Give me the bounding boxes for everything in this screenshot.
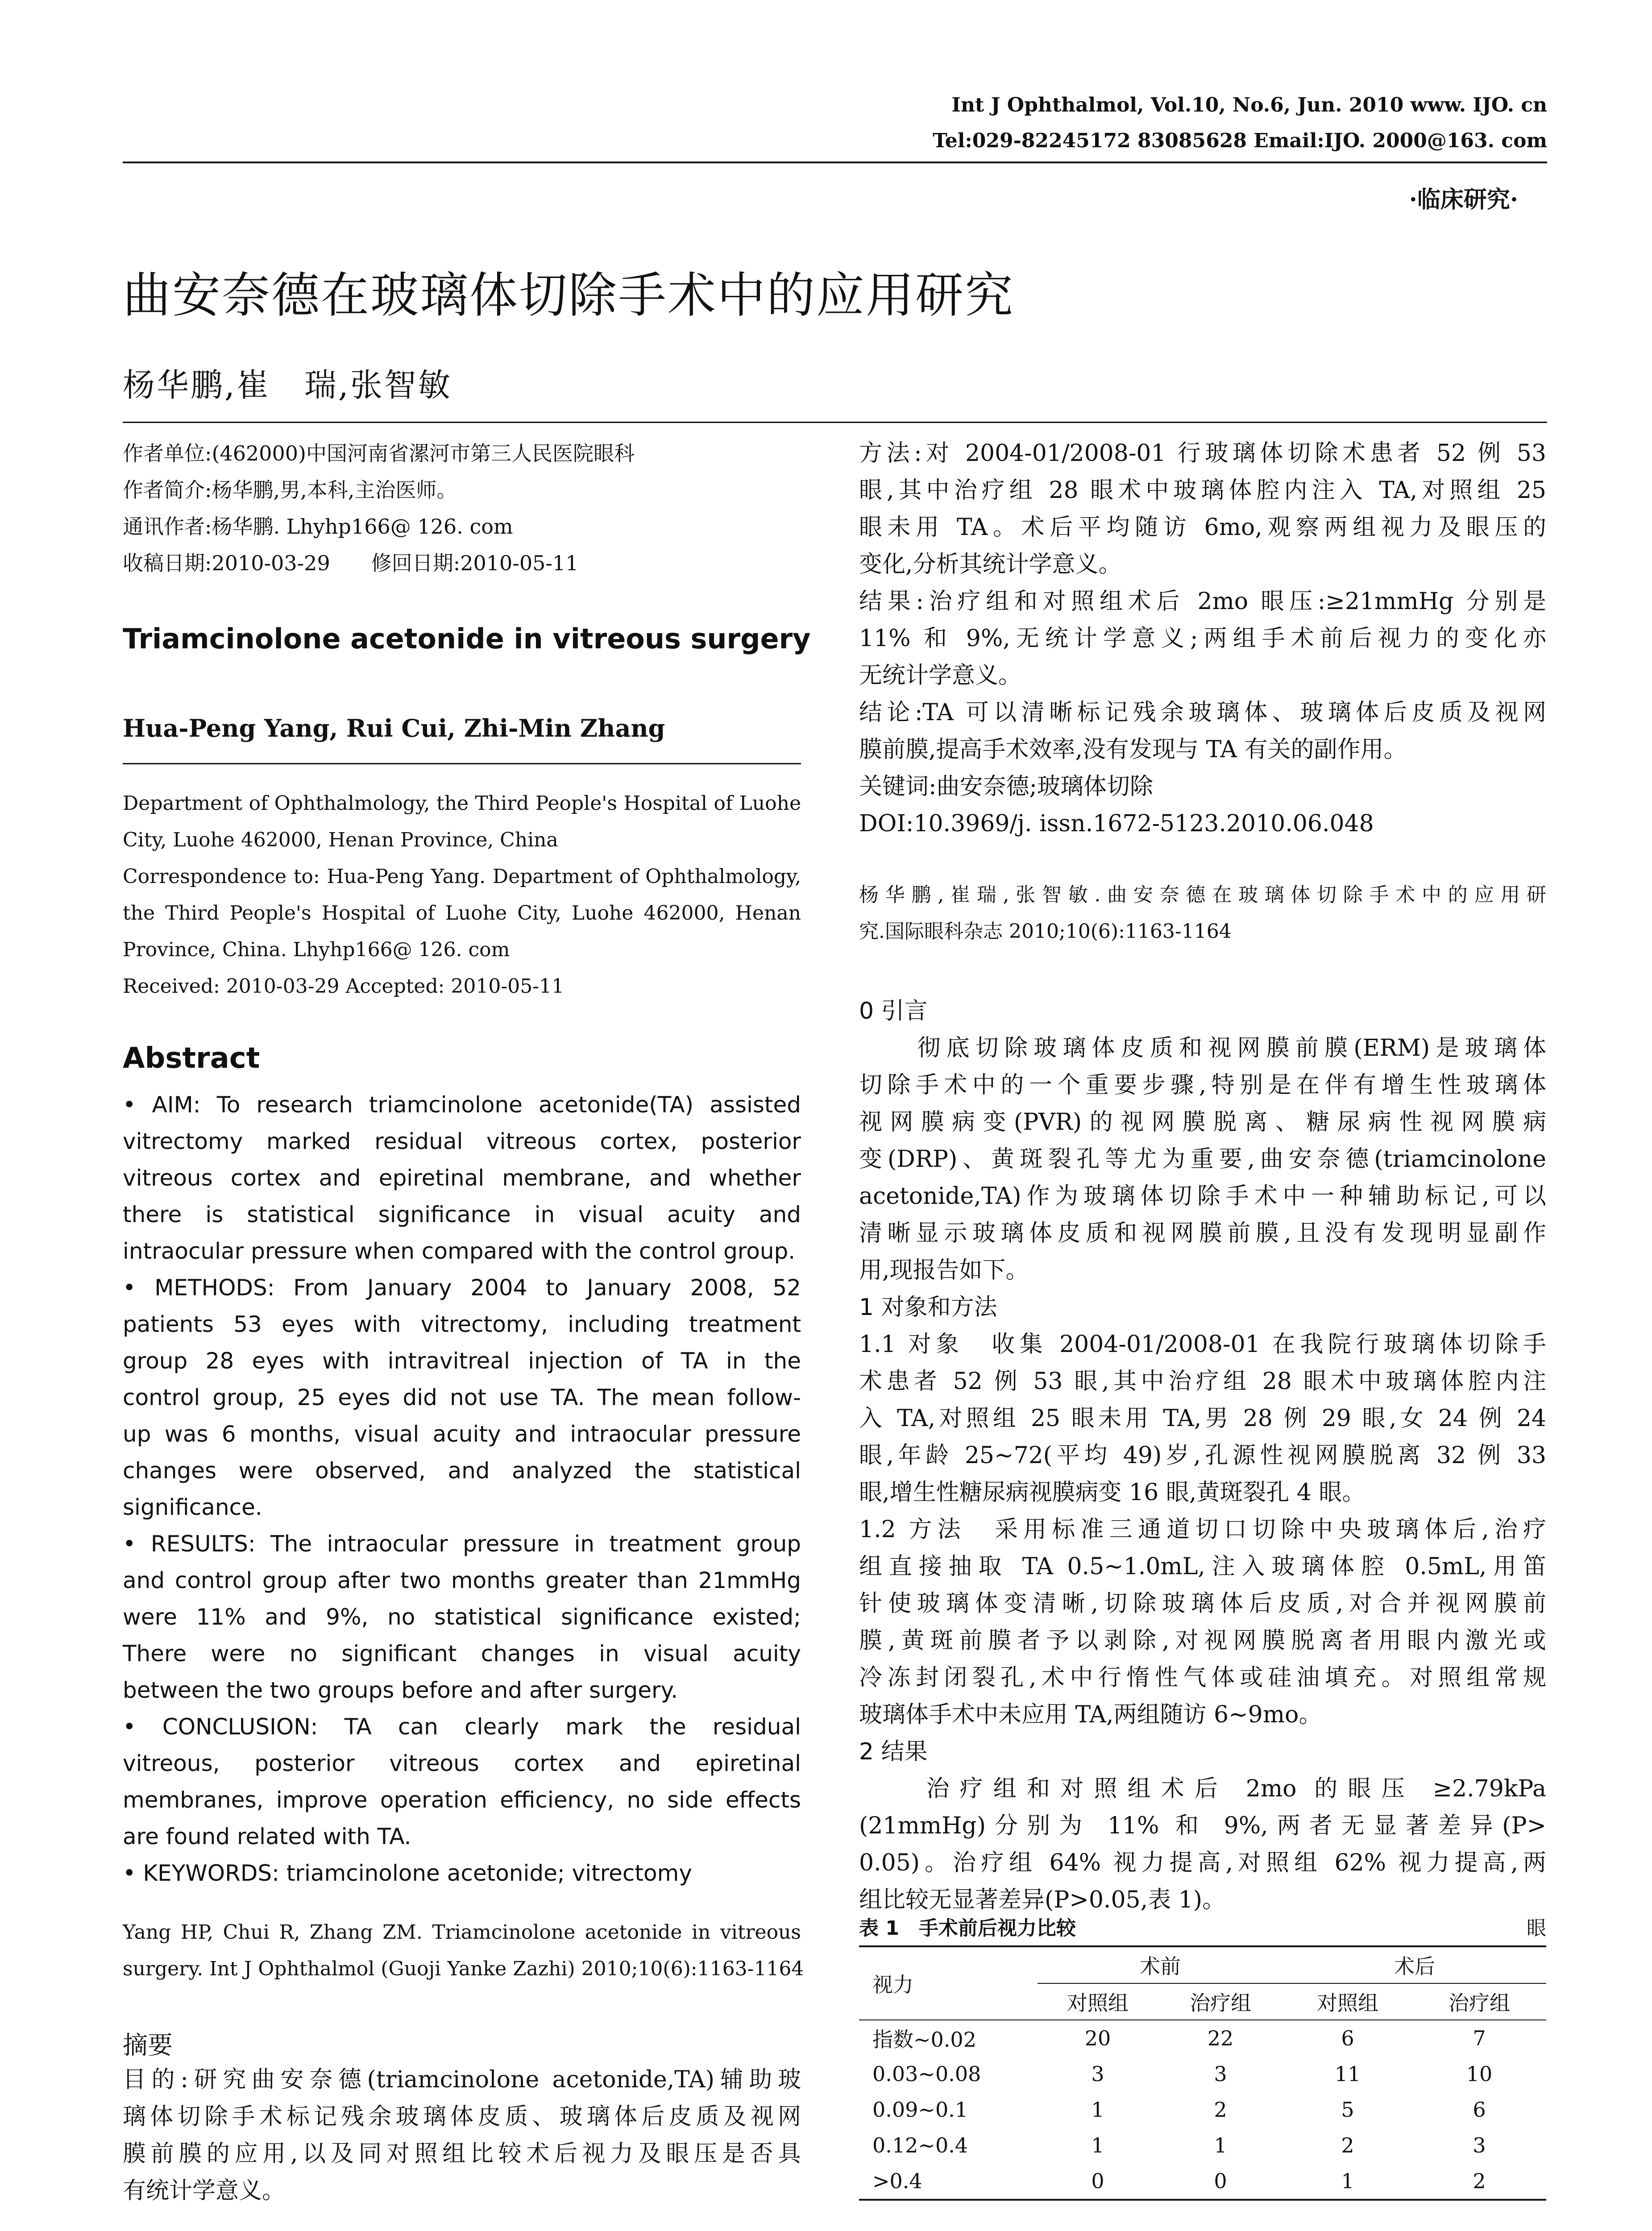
received-accepted-line: Received: 2010-03-29 Accepted: 2010-05-11 (123, 975, 565, 998)
body-line: 玻璃体手术中未应用 TA,两组随访 6~9mo。 (859, 1701, 1322, 1728)
abstract-line: There were no significant changes in visual acuity (123, 1641, 801, 1667)
abstract-line: significance. (123, 1494, 262, 1520)
abstract-line: control group, 25 eyes did not use TA. The mean follow- (123, 1385, 801, 1410)
table-cell: 1 (1283, 2163, 1412, 2200)
zhaiyao-line: 11% 和 9%,无统计学意义;两组手术前后视力的变化亦 (859, 625, 1546, 652)
body-line: 用,现报告如下。 (859, 1257, 1029, 1284)
table-cell: 22 (1207, 2026, 1234, 2050)
body-line: 针使玻璃体变清晰,切除玻璃体后皮质,对合并视网膜前 (859, 1590, 1546, 1617)
body-line: 眼,增生性糖尿病视膜病变 16 眼,黄斑裂孔 4 眼。 (859, 1479, 1366, 1506)
citation-line: Yang HP, Chui R, Zhang ZM. Triamcinolone acetonide in vitreous (123, 1921, 801, 1944)
table-row-label: >0.4 (859, 2163, 1038, 2200)
journal-header-line-1: Int J Ophthalmol, Vol.10, No.6, Jun. 2010 www. IJO. cn (951, 94, 1547, 116)
zhaiyao-line: 结论:TA 可以清晰标记残余玻璃体、玻璃体后皮质及视网 (859, 699, 1546, 726)
table-row-label: 0.09~0.1 (872, 2098, 968, 2122)
authors-en-rule (123, 763, 801, 764)
abstract-line: were 11% and 9%, no statistical significance existed; (123, 1604, 801, 1630)
article-title-en: Triamcinolone acetonide in vitreous surgery (123, 622, 811, 655)
table-cell: 3 (1214, 2062, 1227, 2086)
table-row (859, 2020, 1546, 2056)
dates-line: 收稿日期:2010-03-29 修回日期:2010-05-11 (123, 551, 579, 575)
table-row (859, 2092, 1546, 2127)
abstract-line: • KEYWORDS: triamcinolone acetonide; vitrectomy (123, 1860, 692, 1886)
body-line: (21mmHg)分别为 11% 和 9%,两者无显著差异(P> (859, 1812, 1546, 1839)
zhaiyao-line: 膜前膜的应用,以及同对照组比较术后视力及眼压是否具 (123, 2140, 801, 2167)
abstract-line: • METHODS: From January 2004 to January 2008, 52 (123, 1275, 801, 1301)
table-caption (859, 1912, 1546, 1941)
journal-header-line-2: Tel:029-82245172 83085628 Email:IJO. 2000@163. com (933, 129, 1547, 152)
table-row (859, 2056, 1546, 2092)
abstract-line: • CONCLUSION: TA can clearly mark the residual (123, 1714, 801, 1740)
body-line: 变(DRP)、黄斑裂孔等尤为重要,曲安奈德(triamcinolone (859, 1146, 1546, 1173)
body-line: 膜,黄斑前膜者予以剥除,对视网膜脱离者用眼内激光或 (859, 1627, 1546, 1654)
table-caption-text: 表 1 手术前后视力比较 (859, 1917, 1076, 1940)
abstract-body (123, 1086, 801, 1891)
zhaiyao-line: 结果:治疗组和对照组术后 2mo 眼压:≥21mmHg 分别是 (859, 588, 1546, 615)
header-rule (123, 162, 1547, 163)
abstract-line: vitrectomy marked residual vitreous cortex, posterior (123, 1128, 801, 1154)
abstract-line: membranes, improve operation efficiency, no side effects (123, 1787, 801, 1813)
correspondence-line: Correspondence to: Hua-Peng Yang. Department of Ophthalmology, (123, 865, 801, 888)
section-heading: 0 引言 (859, 998, 928, 1024)
abstract-line: between the two groups before and after surgery. (123, 1677, 678, 1703)
authors-rule (123, 422, 1547, 423)
authors-zh: 杨华鹏,崔 瑞,张智敏 (123, 366, 452, 404)
keywords-line: 关键词:曲安奈德;玻璃体切除 (859, 773, 1154, 800)
table-cell: 10 (1466, 2062, 1493, 2086)
table-cell: 7 (1473, 2026, 1486, 2050)
table-row (859, 2163, 1546, 2200)
table-row-label: 0.03~0.08 (872, 2062, 981, 2086)
table-cell: 5 (1341, 2098, 1354, 2122)
table-row-label: 指数~0.02 (872, 2028, 976, 2052)
body-line: 清晰显示玻璃体皮质和视网膜前膜,且没有发现明显副作 (859, 1220, 1546, 1247)
author-bio-line: 作者简介:杨华鹏,男,本科,主治医师。 (123, 478, 457, 502)
table-subheader: 治疗组 (1412, 1983, 1546, 2020)
body-line: 0.05)。治疗组 64% 视力提高,对照组 62% 视力提高,两 (859, 1849, 1546, 1876)
table-subheader: 对照组 (1038, 1983, 1158, 2020)
body-line: acetonide,TA)作为玻璃体切除手术中一种辅助标记,可以 (859, 1183, 1546, 1210)
zhaiyao-body (123, 2061, 801, 2210)
citation-line: 究.国际眼科杂志 2010;10(6):1163-1164 (859, 920, 1232, 943)
section-heading: 1 对象和方法 (859, 1294, 997, 1321)
table-cell: 1 (1091, 2098, 1104, 2122)
citation-zh (859, 877, 1546, 950)
abstract-line: intraocular pressure when compared with the control group. (123, 1238, 796, 1264)
corresponding-author-line: 通讯作者:杨华鹏. Lhyhp166@ 126. com (123, 514, 513, 539)
table-cell: 2 (1341, 2133, 1354, 2157)
department-block (123, 785, 801, 1005)
abstract-heading: Abstract (123, 1042, 260, 1075)
abstract-line: • RESULTS: The intraocular pressure in treatment group (123, 1531, 801, 1557)
zhaiyao-line: 膜前膜,提高手术效率,没有发现与 TA 有关的副作用。 (859, 736, 1407, 763)
zhaiyao-line: 无统计学意义。 (859, 662, 1022, 689)
abstract-line: there is statistical significance in visual acuity and (123, 1202, 801, 1227)
table-rowhead: 视力 (859, 1946, 1038, 2020)
body-line: 视网膜病变(PVR)的视网膜脱离、糖尿病性视网膜病 (859, 1109, 1546, 1136)
table-subheader: 对照组 (1283, 1983, 1412, 2020)
table-cell: 3 (1473, 2133, 1486, 2157)
citation-line: surgery. Int J Ophthalmol (Guoji Yanke Zazhi) 2010;10(6):1163-1164 (123, 1957, 804, 1980)
table-unit: 眼 (1527, 1917, 1546, 1940)
body-line: 1.1 对象 收集 2004-01/2008-01 在我院行玻璃体切除手 (859, 1331, 1546, 1358)
table-cell: 0 (1038, 2163, 1158, 2200)
abstract-line: and control group after two months greater than 21mmHg (123, 1568, 801, 1593)
body-line: 冷冻封闭裂孔,术中行惰性气体或硅油填充。对照组常规 (859, 1664, 1546, 1691)
authors-en: Hua-Peng Yang, Rui Cui, Zhi-Min Zhang (123, 714, 665, 742)
zhaiyao-line: 有统计学意义。 (123, 2177, 286, 2204)
table-cell: 2 (1214, 2098, 1227, 2122)
table-row-label: 0.12~0.4 (872, 2133, 968, 2157)
table-cell: 1 (1214, 2133, 1227, 2157)
zhaiyao-line: 目的:研究曲安奈德(triamcinolone acetonide,TA)辅助玻 (123, 2066, 801, 2093)
zhaiyao-line: 眼,其中治疗组 28 眼术中玻璃体腔内注入 TA,对照组 25 (859, 477, 1546, 504)
article-title-zh: 曲安奈德在玻璃体切除手术中的应用研究 (123, 268, 1015, 323)
body-line: 眼,年龄 25~72(平均 49)岁,孔源性视网膜脱离 32 例 33 (859, 1442, 1546, 1469)
table-row (859, 2127, 1546, 2163)
dept-line: City, Luohe 462000, Henan Province, China (123, 829, 558, 851)
correspondence-line: the Third People's Hospital of Luohe City, Luohe 462000, Henan (123, 902, 801, 925)
abstract-line: are found related with TA. (123, 1824, 411, 1849)
table-group-pre: 术前 (1038, 1946, 1283, 1983)
body-line: 切除手术中的一个重要步骤,特别是在伴有增生性玻璃体 (859, 1072, 1546, 1099)
article-body (859, 993, 1546, 1919)
table-cell: 1 (1091, 2133, 1104, 2157)
abstract-line: changes were observed, and analyzed the statistical (123, 1458, 801, 1484)
body-line: 组比较无显著差异(P>0.05,表 1)。 (859, 1887, 1226, 1913)
affiliation-block (123, 435, 801, 581)
zhaiyao-heading: 摘要 (123, 2031, 173, 2060)
abstract-line: group 28 eyes with intravitreal injection of TA in the (123, 1348, 801, 1374)
doi-line: DOI:10.3969/j. issn.1672-5123.2010.06.048 (859, 810, 1374, 837)
citation-line: 杨华鹏,崔瑞,张智敏.曲安奈德在玻璃体切除手术中的应用研 (859, 883, 1546, 906)
abstract-line: patients 53 eyes with vitrectomy, including treatment (123, 1311, 801, 1337)
abstract-line: • AIM: To research triamcinolone acetonide(TA) assisted (123, 1092, 801, 1118)
visual-acuity-table (859, 1945, 1546, 2201)
correspondence-line: Province, China. Lhyhp166@ 126. com (123, 938, 510, 961)
table-cell: 11 (1334, 2062, 1361, 2086)
table-cell: 6 (1473, 2098, 1486, 2122)
body-line: 入 TA,对照组 25 眼未用 TA,男 28 例 29 眼,女 24 例 24 (859, 1405, 1546, 1432)
zhaiyao-line: 方法:对 2004-01/2008-01 行玻璃体切除术患者 52 例 53 (859, 440, 1546, 467)
table-cell: 6 (1341, 2026, 1354, 2050)
body-line: 术患者 52 例 53 眼,其中治疗组 28 眼术中玻璃体腔内注 (859, 1368, 1546, 1395)
zhaiyao-continued (859, 435, 1546, 842)
zhaiyao-line: 变化,分析其统计学意义。 (859, 551, 1122, 578)
zhaiyao-line: 璃体切除手术标记残余玻璃体皮质、玻璃体后皮质及视网 (123, 2103, 801, 2130)
abstract-line: up was 6 months, visual acuity and intraocular pressure (123, 1421, 801, 1447)
body-line: 组直接抽取 TA 0.5~1.0mL,注入玻璃体腔 0.5mL,用笛 (859, 1553, 1546, 1580)
table-cell: 3 (1091, 2062, 1104, 2086)
body-line: 治疗组和对照组术后 2mo 的眼压 ≥2.79kPa (859, 1775, 1546, 1802)
table-group-post: 术后 (1283, 1946, 1546, 1983)
abstract-line: vitreous, posterior vitreous cortex and epiretinal (123, 1750, 801, 1776)
table-cell: 20 (1084, 2026, 1111, 2050)
table-cell: 2 (1412, 2163, 1546, 2200)
section-heading: 2 结果 (859, 1738, 928, 1765)
table-subheader: 治疗组 (1158, 1983, 1283, 2020)
body-line: 1.2 方法 采用标准三通道切口切除中央玻璃体后,治疗 (859, 1516, 1546, 1543)
citation-en (123, 1914, 804, 1987)
body-line: 彻底切除玻璃体皮质和视网膜前膜(ERM)是玻璃体 (859, 1035, 1546, 1062)
section-label: ·临床研究· (1409, 186, 1518, 213)
affiliation-line: 作者单位:(462000)中国河南省漯河市第三人民医院眼科 (123, 441, 635, 465)
zhaiyao-line: 眼未用 TA。术后平均随访 6mo,观察两组视力及眼压的 (859, 514, 1546, 541)
abstract-line: vitreous cortex and epiretinal membrane, and whether (123, 1165, 801, 1191)
table-cell: 0 (1158, 2163, 1283, 2200)
dept-line: Department of Ophthalmology, the Third People's Hospital of Luohe (123, 792, 801, 815)
